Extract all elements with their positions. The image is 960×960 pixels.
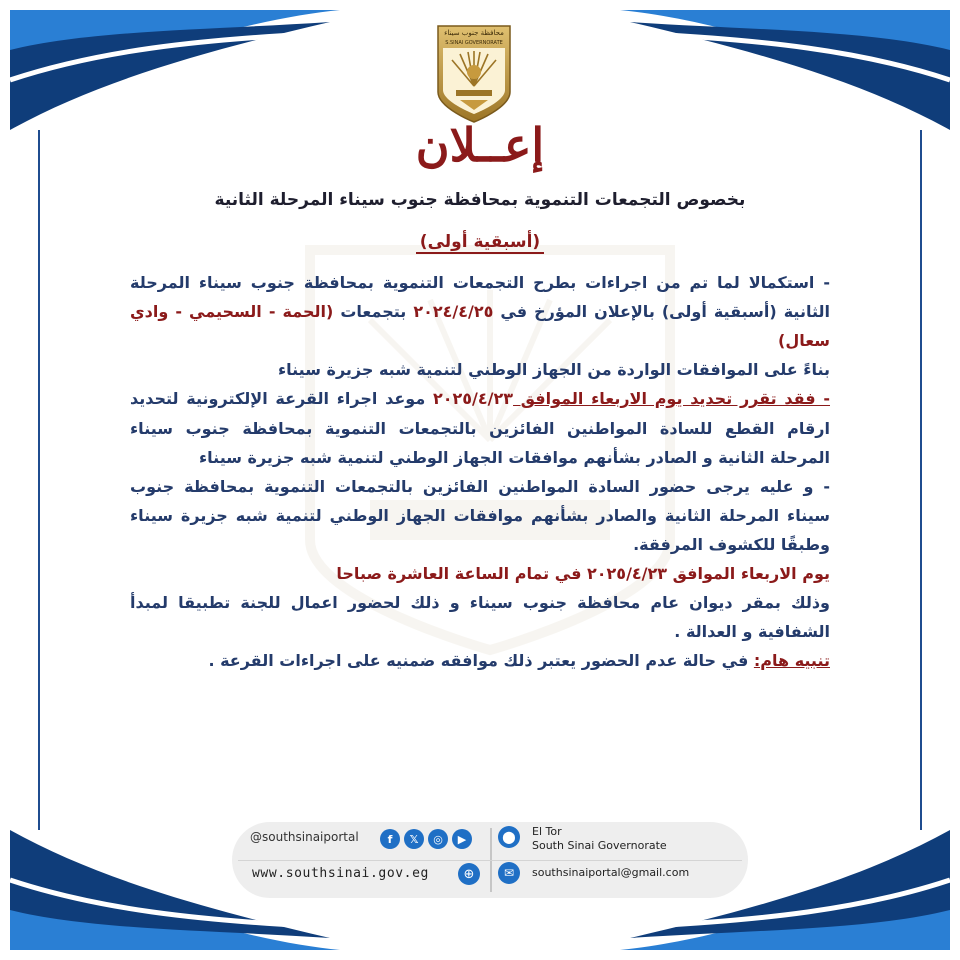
email-link[interactable]: southsinaiportal@gmail.com [532,866,690,879]
intro-places: (الحمة - السحيمي - وادي سعال) [130,302,830,351]
paragraph-schedule [130,559,830,588]
social-handle[interactable]: @southsinaiportal [250,830,359,844]
email-icon: ✉ [498,862,520,884]
youtube-icon[interactable]: ▶ [452,829,472,849]
paragraph-approvals: بناءً على الموافقات الواردة من الجهاز الوطني لتنمية شبه جزيرة سيناء [277,360,830,380]
instagram-icon[interactable]: ◎ [428,829,448,849]
logo-english-text: S.SINAI GOVERNORATE [445,40,503,46]
schedule-day: يوم الاربعاء الموافق [667,564,830,584]
top-left-swoosh [10,10,340,130]
paragraph-intro [130,268,830,355]
lottery-day: - فقد تقرر تحديد يوم الاربعاء الموافق [513,389,830,409]
location-pin-icon: ⬤ [498,826,520,848]
notice-label: تنبيه هام: [753,651,830,671]
announcement-body [130,268,830,676]
contact-footer [232,822,748,898]
announcement-subject: بخصوص التجمعات التنموية بمحافظة جنوب سيناء المرحلة الثانية [214,190,746,210]
announcement-frame [10,10,950,950]
website-link[interactable]: www.southsinai.gov.eg [252,866,429,881]
x-twitter-icon[interactable]: 𝕏 [404,829,424,849]
priority-badge-wrap [10,232,950,252]
schedule-time: في تمام الساعة العاشرة صباحا [336,564,587,584]
logo-arabic-text: محافظة جنوب سيناء [444,29,504,37]
paragraph-attendance: - و عليه يرجى حضور السادة المواطنين الفائزين بالتجمعات التنموية بمحافظة جنوب سيناء المرحلة الثانية والصادر بشأنهم موافقات الجهاز الوطني لتنمية شبه جزيرة سيناء وطبقًا للكشوف المرفقة. [130,476,830,554]
top-right-swoosh [620,10,950,130]
intro-date: ٢٠٢٤/٤/٢٥ [413,302,494,322]
paragraph-venue: وذلك بمقر ديوان عام محافظة جنوب سيناء و ذلك لحضور اعمال للجنة تطبيقا لمبدأ الشفافية و العدالة . [130,593,830,642]
lottery-text: موعد اجراء القرعة الإلكترونية لتحديد ارقام القطع للسادة المواطنين الفائزين بالتجمعات التنموية بمحافظة جنوب سيناء المرحلة الثانية و الصادر بشأنهم موافقات الجهاز الوطني لتنمية شبه جزيرة سيناء [130,389,830,467]
intro-text-cont: بتجمعات [333,302,414,322]
social-icons [380,829,472,849]
location-city: El Tor [532,825,562,838]
paragraph-notice [130,646,830,675]
intro-text: - استكمالا لما تم من اجراءات بطرح التجمعات التنموية بمحافظة جنوب سيناء المرحلة الثانية (أسبقية أولى) بالإعلان المؤرخ في [130,273,830,322]
paragraph-lottery [130,384,830,471]
priority-label: (أسبقية أولى) [416,232,544,254]
facebook-icon[interactable]: f [380,829,400,849]
location-text [532,825,667,853]
governorate-logo [434,24,514,124]
lottery-date: ٢٠٢٥/٤/٢٣ [432,389,514,409]
notice-text: في حالة عدم الحضور يعتبر ذلك موافقه ضمنيه على اجراءات القرعة . [208,651,754,671]
globe-icon: ⊕ [458,863,480,885]
footer-separator [238,860,742,861]
schedule-date: ٢٠٢٥/٤/٢٣ [587,564,668,584]
location-governorate: South Sinai Governorate [532,839,667,852]
page-title: إعــلان [415,118,545,172]
